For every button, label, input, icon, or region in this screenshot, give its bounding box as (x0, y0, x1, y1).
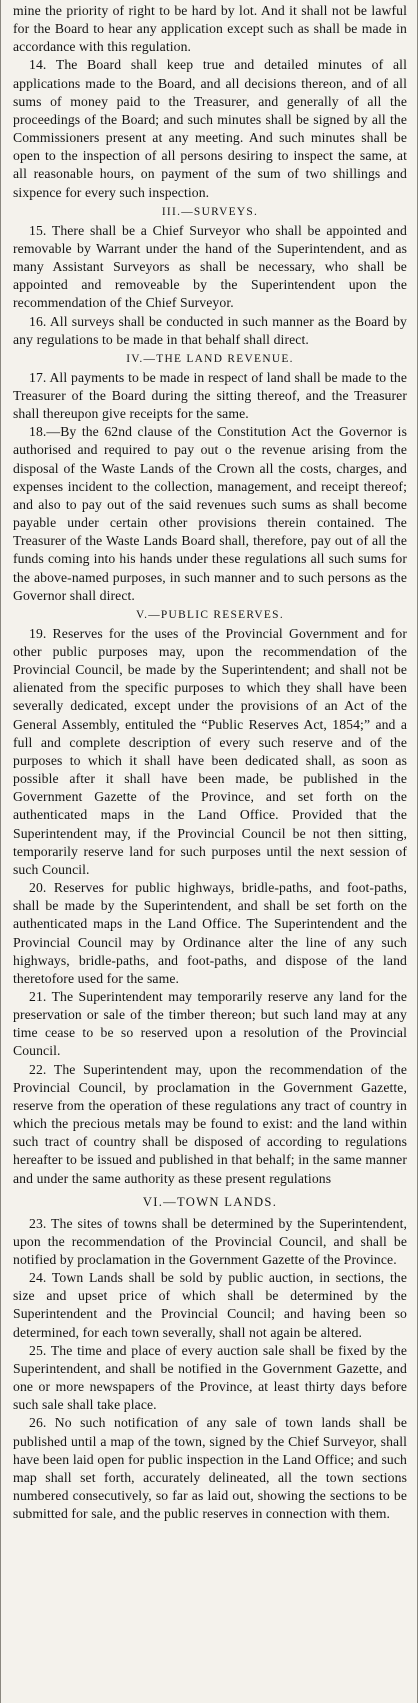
section-heading-town-lands: VI.—TOWN LANDS. (142, 1194, 278, 1209)
section-heading-land-revenue: IV.—THE LAND REVENUE. (126, 352, 294, 365)
paragraph-22: 22. The Superintendent may, upon the recommendation of the Provincial Council, by proclamation in the Government Gazette, reserve from the operation of these regulations any tract of country in which the precious metals may be found to exist: and the land within such tract of country shall be disposed of according to regulations hereafter to be issued and published in that behalf; in the same manner and under the same authority as these present regulations (13, 1061, 407, 1186)
paragraph-16: 16. All surveys shall be conducted in such manner as the Board by any regulations to be made in that behalf shall direct. (13, 313, 407, 347)
paragraph-26: 26. No such notification of any sale of town lands shall be published until a map of the town, signed by the Chief Surveyor, shall have been laid open for public inspection in the Land Office; and such map shall set forth, accurately delineated, all the town sections numbered consecutively, so far as laid out, showing the sections to be submitted for sale, and the public reserves in connection with them. (13, 1415, 407, 1522)
paragraph-18: 18.—By the 62nd clause of the Constitution Act the Governor is authorised and required to pay out o the revenue arising from the disposal of the Waste Lands of the Crown all the costs, charges, and expenses incident to the collection, management, and receipt thereof; and also to pay out of the said revenues such sums as shall become payable under certain other provisions therein contained. The Treasurer of the Waste Lands Board shall, therefore, pay out of all the funds coming into his hands under these regulations all such sums for the above-named purposes, in such manner and to such persons as the Governor shall direct. (13, 424, 407, 603)
paragraph-25: 25. The time and place of every auction sale shall be fixed by the Superintendent, and shall be notified in the Government Gazette, and one or more newspapers of the Province, at least thirty days before such sale shall take place. (13, 1342, 407, 1413)
paragraph-13-continued: mine the priority of right to be hard by lot. And it shall not be lawful for the Board to hear any application except such as shall be made in accordance with this regulation. (13, 3, 407, 55)
paragraph-20: 20. Reserves for public highways, bridle-paths, and foot-paths, shall be made by the Superintendent, and shall be set forth on the authenticated maps in the Land Office. The Superintendent and the Provincial Council may by Ordinance alter the line of any such highways, bridle-paths, and foot-paths, and dispose of the land theretofore used for the same. (13, 880, 407, 986)
paragraph-17: 17. All payments to be made in respect of land shall be made to the Treasurer of the Board during the sitting thereof, and the Treasurer shall thereupon give receipts for the same. (13, 369, 407, 422)
paragraph-21: 21. The Superintendent may temporarily reserve any land for the preservation or sale of the timber thereon; but such land may at any time cease to be so reserved upon a resolution of the Provincial Council. (13, 988, 407, 1059)
paragraph-15: 15. There shall be a Chief Surveyor who shall be appointed and removable by Warrant under the hand of the Superintendent, and as many Assistant Surveyors as shall be necessary, who shall be appointed and removeable by the Superintendent upon the recommendation of the Chief Surveyor. (13, 222, 407, 311)
paragraph-23: 23. The sites of towns shall be determined by the Superintendent, upon the recommendation of the Provincial Council, and shall be notified by proclamation in the Government Gazette of the Province. (13, 1215, 407, 1267)
section-heading-public-reserves: V.—PUBLIC RESERVES. (136, 608, 284, 621)
section-heading-surveys: III.—SURVEYS. (161, 205, 259, 218)
paragraph-14: 14. The Board shall keep true and detailed minutes of all applications made to the Board, and all decisions thereon, and of all sums of money paid to the Treasurer, and generally of all the proceedings of the Board; and such minutes shall be signed by all the Commissioners present at any meeting. And such minutes shall be open to the inspection of all persons desiring to inspect the same, at all reasonable hours, on payment of the sum of two shillings and sixpence for every such inspection. (13, 57, 407, 200)
paragraph-19: 19. Reserves for the uses of the Provincial Government and for other public purposes may, upon the recommendation of the Provincial Council, be made by the Superintendent; and shall not be alienated from the specific purposes to which they shall have been severally dedicated, except under the provisions of an Act of the General Assembly, entituled the “Public Reserves Act, 1854;” and a full and complete description of every such reserve and of the purposes to which it shall have been dedicated shall, as soon as possible after it shall have been made, be published in the Government Gazette of the Province, and set forth on the authenticated maps in the Land Office. Provided that the Superintendent may, if the Provincial Council be not then sitting, temporarily reserve land for such purposes until the next session of such Council. (13, 625, 407, 877)
paragraph-24: 24. Town Lands shall be sold by public auction, in sections, the size and upset price of which shall be determined by the Superintendent and the Provincial Council; and having been so determined, for each town severally, shall not again be altered. (13, 1270, 407, 1340)
